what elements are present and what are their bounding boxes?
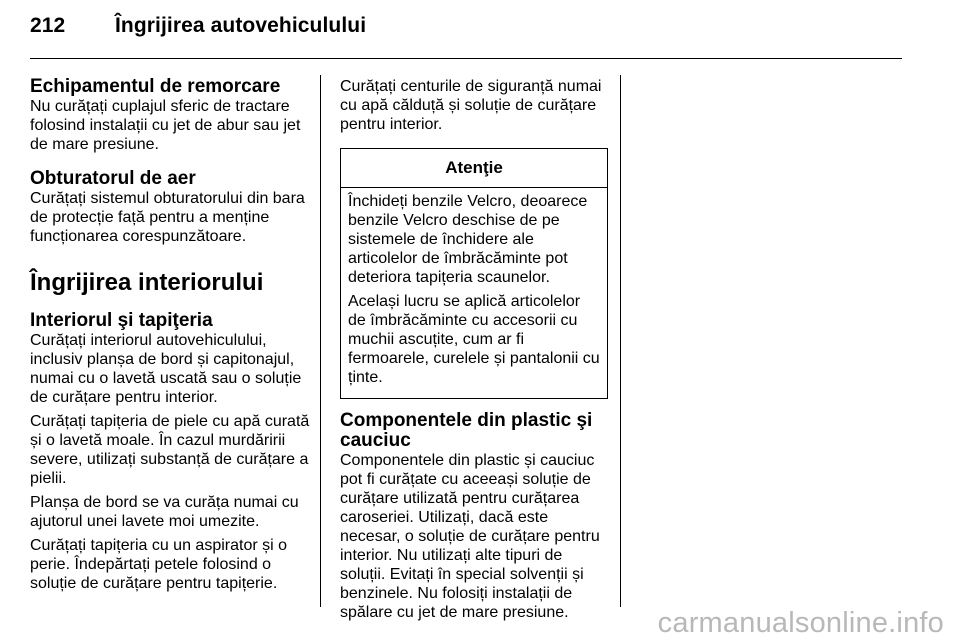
- interior-paragraph-3: Planșa de bord se va curăța numai cu ajutorul unei lavete moi umezite.: [30, 494, 299, 530]
- towing-paragraph: Nu curățați cuplajul sferic de tractare folosind instalații cu jet de abur sau jet de mare presiune.: [30, 98, 301, 153]
- middle-column: [340, 77, 608, 627]
- column-divider-2: [620, 75, 621, 607]
- warning-box: [340, 148, 608, 399]
- air-dam-paragraph: Curățați sistemul obturatorului din bara de protecție față pentru a menține funcționarea corespunzătoare.: [30, 190, 305, 245]
- page-number: 212: [30, 14, 66, 37]
- warning-paragraph-1: Închideți benzile Velcro, deoarece benzile Velcro deschise de pe sistemele de închidere ale articolelor de îmbrăcăminte pot deteriora tapițeria scaunelor.: [348, 193, 588, 286]
- column-divider-1: [320, 75, 321, 607]
- warning-body: [341, 188, 607, 398]
- header-rule: [30, 58, 902, 59]
- seat-belts-paragraph: Curățați centurile de siguranță numai cu apă călduță și soluție de curățare pentru interior.: [340, 78, 602, 133]
- section-title: Îngrijirea autovehiculului: [115, 14, 367, 37]
- upholstery-heading: Interiorul şi tapiţeria: [30, 310, 213, 331]
- air-dam-heading: Obturatorul de aer: [30, 168, 196, 189]
- watermark-text: carmanualsonline.info: [657, 607, 944, 639]
- interior-care-heading: Îngrijirea interiorului: [30, 269, 264, 296]
- interior-paragraph-4: Curățați tapițeria cu un aspirator și o perie. Îndepărtați petele folosind o soluție de curățare pentru tapițerie.: [30, 537, 288, 592]
- left-column: [30, 77, 310, 598]
- interior-paragraph-1: Curățați interiorul autovehiculului, inclusiv planșa de bord și capitonajul, numai cu o lavetă uscată sau o soluție de curățare pentru interior.: [30, 332, 302, 406]
- interior-paragraph-2: Curățați tapițeria de piele cu apă curată și o lavetă moale. În cazul murdăririi severe, utilizați substanță de curățare a pielii.: [30, 413, 310, 487]
- warning-title: Atenţie: [341, 149, 607, 188]
- plastic-rubber-heading: Componentele din plastic şi cauciuc: [340, 410, 593, 451]
- warning-paragraph-2: Același lucru se aplică articolelor de îmbrăcăminte cu accesorii cu muchii ascuțite, cum ar fi fermoarele, curelele și pantalonii cu ținte.: [348, 293, 600, 386]
- towing-heading: Echipamentul de remorcare: [30, 76, 281, 97]
- page-header: [30, 14, 366, 38]
- plastic-rubber-paragraph: Componentele din plastic și cauciuc pot fi curățate cu aceeași soluție de curățare utilizată pentru curățarea caroseriei. Utilizați, dacă este necesar, o soluție de curățare pentru interior. Nu utilizați alte tipuri de soluții. Evitați în special solvenții și benzinele. Nu folosiți instalații de spălare cu jet de mare presiune.: [340, 452, 600, 621]
